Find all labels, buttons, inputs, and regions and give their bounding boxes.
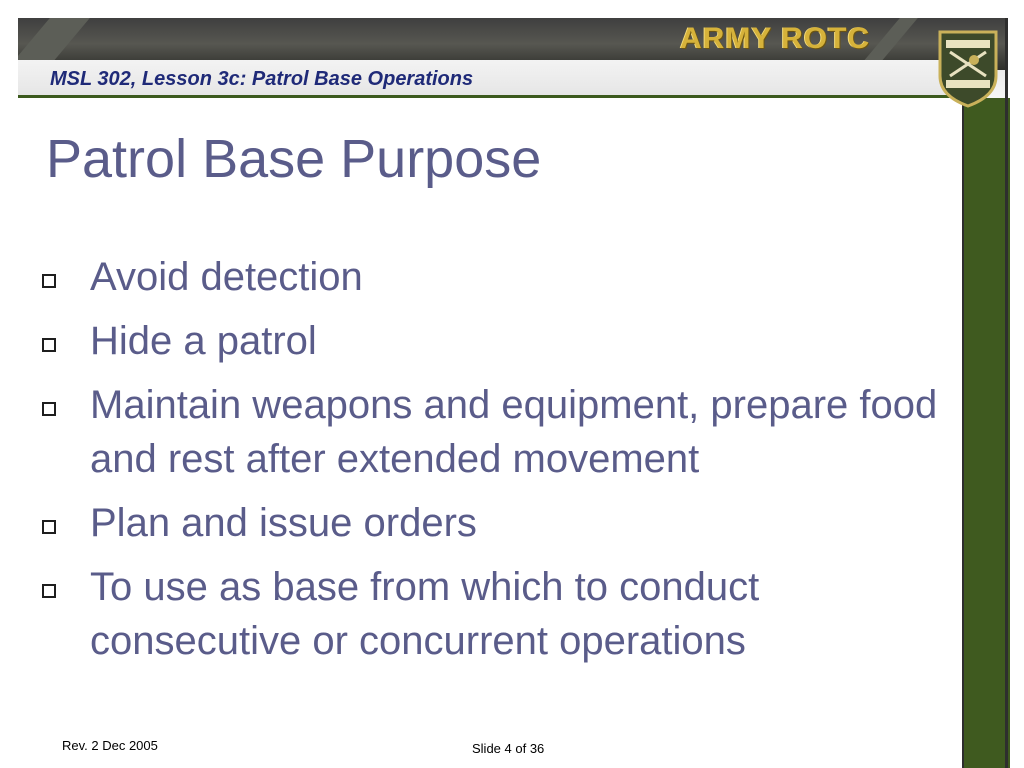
footer-revision: Rev. 2 Dec 2005 [62,738,158,753]
bullet-text: Avoid detection [90,255,363,299]
bullet-item [40,250,960,304]
bullet-text: Hide a patrol [90,319,317,363]
slide-title: Patrol Base Purpose [46,129,542,189]
bullet-item [40,378,960,486]
army-rotc-logo: ARMY ROTC [680,22,871,55]
footer-slide-number: Slide 4 of 36 [472,741,545,756]
bullet-item [40,560,960,668]
bullet-item [40,314,960,368]
right-column-edge [1005,18,1008,768]
bullet-text: To use as base from which to conduct consecutive or concurrent operations [90,565,760,663]
bullet-item [40,496,960,550]
square-bullet-icon [42,520,56,534]
right-green-column [962,98,1010,768]
lesson-title: MSL 302, Lesson 3c: Patrol Base Operations [50,68,474,90]
bullet-text: Plan and issue orders [90,501,477,545]
header-underline [18,95,964,98]
square-bullet-icon [42,274,56,288]
square-bullet-icon [42,402,56,416]
square-bullet-icon [42,584,56,598]
square-bullet-icon [42,338,56,352]
bullet-text: Maintain weapons and equipment, prepare food and rest after extended movement [90,383,938,481]
bullet-list [40,250,960,678]
rotc-shield-icon [936,28,1000,108]
